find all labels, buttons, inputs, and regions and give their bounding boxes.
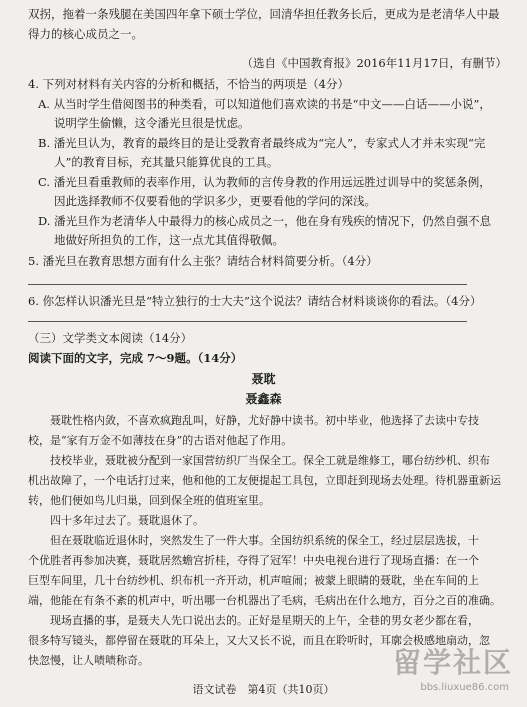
question-4-option-c: C. 潘光旦看重教师的表率作用，认为教师的言传身教的作用远远胜过训导中的奖惩条例， [38,175,491,189]
story-line: 现场直播的事，是聂夫人先口说出去的。正好是星期天的上午，全巷的男女老少都在看， [50,614,479,627]
question-4-option-a-cont: 说明学生偷懒，这令潘光旦很是忧虑。 [54,116,250,130]
story-line: 端，他能在有条不紊的机声中，听出哪一台机器出了毛病，毛病出在什么地方，百分之百的准确。 [28,594,501,607]
story-title: 聂耽 [251,372,276,386]
story-line: 巨型车间里，几十台纺纱机、织布机一齐开动，机声喧闹；被蒙上眼睛的聂耽，坐在车间的上 [28,574,479,587]
story-line: 快忽慢，让人啧啧称奇。 [28,654,149,667]
story-line: 但在聂耽临近退休时，突然发生了一件大事。全国纺织系统的保全工，经过层层选拔，十 [50,534,479,547]
story-line: 转，他们便如鸟儿归巢，回到保全班的值班室里。 [28,494,270,507]
question-5: 5. 潘光旦在教育思想方面有什么主张？请结合材料简要分析。（4分） [28,254,378,268]
answer-line-5[interactable] [28,284,467,285]
story-line: 很多特写镜头，都停留在聂耽的耳朵上，又大又长不说，而且在聆听时，耳廓会极感地扇动，忽 [28,634,490,647]
story-line: 校，是“家有万金不如薄技在身”的古语对他起了作用。 [28,434,293,447]
passage-source: （选自《中国教育报》2016年11月17日，有删节） [241,56,507,70]
story-line: 聂耽性格内敛，不喜欢疯跑乱叫，好静，尤好静中读书。初中毕业，他选择了去读中专技 [50,414,479,427]
question-4-option-d-cont: 地做好所担负的工作，这一点尤其值得敬佩。 [54,233,284,247]
question-4-option-d: D. 潘光旦作为老清华人中最得力的核心成员之一，他在身有残疾的情况下，仍然自强不息 [38,214,492,228]
question-4-option-a: A. 从当时学生借阅图书的种类看，可以知道他们喜欢读的书是“中文——白话——小说”， [38,97,491,111]
question-4-option-c-cont: 因此选择教师不仅要看他的学识多少，更要看他的学问的深浅。 [54,194,376,208]
story-line: 机出故障了，一个电话打过来，他和他的工友便提起工具包，立即赶到现场去处理。待机器重新运 [28,474,501,487]
story-line: 技校毕业，聂耽被分配到一家国营纺织厂当保全工。保全工就是维修工，哪台纺纱机、织布 [50,454,490,467]
story-author: 聂鑫森 [245,392,282,406]
watermark [369,641,519,693]
answer-line-6[interactable] [28,321,467,322]
page-footer: 语文试卷 第4页（共10页） [192,683,335,696]
section-3-instruction: 阅读下面的文字，完成 7～9题。（14分） [28,351,243,365]
watermark-logo: 留学社区 [392,646,513,679]
question-4-stem: 4. 下列对材料有关内容的分析和概括，不恰当的两项是（4分） [28,77,349,91]
question-6: 6. 你怎样认识潘光旦是“特立独行的士大夫”这个说法？请结合材料谈谈你的看法。（4分） [28,294,482,308]
question-4-option-b: B. 潘光旦认为，教育的最终目的是让受教育者最终成为“完人”，专家式人才并未实现“完 [38,136,486,150]
section-3-heading: （三）文学类文本阅读（14分） [28,331,193,345]
story-line: 四十多年过去了。聂耽退休了。 [50,514,204,527]
question-4-option-b-cont: 人”的教育目标，充其量只能算优良的工具。 [54,155,279,169]
story-line: 个优胜者再参加决赛，聂耽居然蟾宫折桂，夺得了冠军！中央电视台进行了现场直播：在一个 [28,554,479,567]
watermark-url: bbs.liuxue86.com [420,682,509,693]
passage-tail-line-2: 得力的核心成员之一。 [28,27,143,41]
passage-tail-line-1: 双拐，拖着一条残腿在美国四年拿下硕士学位，回清华担任教务长后，更成为是老清华人中最 [28,7,500,21]
